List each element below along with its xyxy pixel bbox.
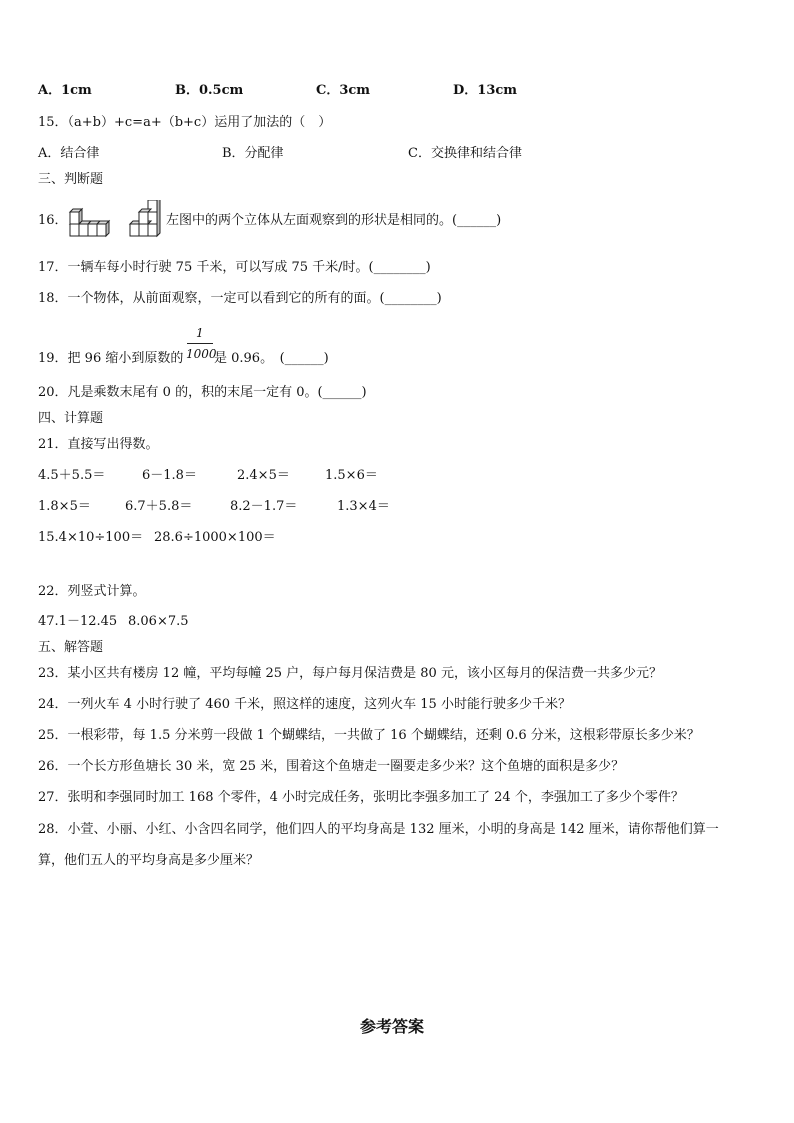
q14-option-a: A．1cm: [38, 83, 92, 98]
calc-item: 4.5＋5.5＝: [38, 468, 106, 483]
section-3-heading: 三、判断题: [38, 172, 104, 187]
q16-number: 16．: [38, 213, 68, 228]
cube-figures-image: [66, 200, 166, 242]
calc-item: 6.7＋5.8＝: [125, 499, 193, 514]
q15-option-c: C．交换律和结合律: [408, 146, 522, 161]
q19-suffix: 是 0.96。 (______): [214, 351, 329, 366]
calc-item: 2.4×5＝: [237, 468, 290, 483]
q19-fraction-numerator: 1: [196, 326, 204, 340]
q15-option-a: A．结合律: [38, 146, 100, 161]
answer-section-title: 参考答案: [360, 1017, 425, 1036]
q28-line-1: 28．小萱、小丽、小红、小含四名同学，他们四人的平均身高是 132 厘米，小明的身高是 142 厘米，请你帮他们算一: [38, 822, 719, 837]
q25-text: 25．一根彩带，每 1.5 分米剪一段做 1 个蝴蝶结，一共做了 16 个蝴蝶结，还剩 0.6 分米，这根彩带原长多少米？: [38, 728, 700, 743]
q20-text: 20．凡是乘数末尾有 0 的，积的末尾一定有 0。(______): [38, 385, 367, 400]
q26-text: 26．一个长方形鱼塘长 30 米，宽 25 米，围着这个鱼塘走一圈要走多少米？这个鱼塘的面积是多少？: [38, 759, 625, 774]
calc-item: 15.4×10÷100＝: [38, 530, 144, 545]
fraction-bar: [187, 343, 213, 344]
section-4-heading: 四、计算题: [38, 411, 104, 426]
calc-item: 6－1.8＝: [142, 468, 197, 483]
section-5-heading: 五、解答题: [38, 640, 104, 655]
q21-title: 21．直接写出得数。: [38, 437, 159, 452]
q14-option-d: D．13cm: [453, 83, 518, 98]
q15-text: 15．（a+b）+c=a+（b+c）运用了加法的（ ）: [38, 115, 332, 130]
q15-option-b: B．分配律: [222, 146, 284, 161]
q14-option-c: C．3cm: [316, 83, 371, 98]
q27-text: 27．张明和李强同时加工 168 个零件，4 小时完成任务，张明比李强多加工了 24 个，李强加工了多少个零件？: [38, 790, 684, 805]
q17-text: 17．一辆车每小时行驶 75 千米，可以写成 75 千米/时。(________): [38, 260, 431, 275]
calc-item: 1.8×5＝: [38, 499, 91, 514]
q22-title: 22．列竖式计算。: [38, 584, 146, 599]
q14-option-b: B．0.5cm: [175, 83, 244, 98]
vertical-calc-item: 47.1－12.45: [38, 614, 118, 629]
q19-fraction-denominator: 1000: [186, 347, 217, 361]
q23-text: 23．某小区共有楼房 12 幢，平均每幢 25 户，每户每月保洁费是 80 元，该小区每月的保洁费一共多少元？: [38, 666, 662, 681]
q28-line-2: 算，他们五人的平均身高是多少厘米？: [38, 853, 260, 868]
q19-prefix: 19．把 96 缩小到原数的: [38, 351, 184, 366]
calc-item: 28.6÷1000×100＝: [154, 530, 276, 545]
calc-item: 8.2－1.7＝: [230, 499, 298, 514]
calc-item: 1.5×6＝: [325, 468, 378, 483]
calc-item: 1.3×4＝: [337, 499, 390, 514]
q16-text: 左图中的两个立体从左面观察到的形状是相同的。(______): [166, 213, 502, 228]
q24-text: 24．一列火车 4 小时行驶了 460 千米，照这样的速度，这列火车 15 小时能行驶多少千米？: [38, 697, 571, 712]
q18-text: 18．一个物体，从前面观察，一定可以看到它的所有的面。(________): [38, 291, 442, 306]
vertical-calc-item: 8.06×7.5: [128, 614, 189, 629]
